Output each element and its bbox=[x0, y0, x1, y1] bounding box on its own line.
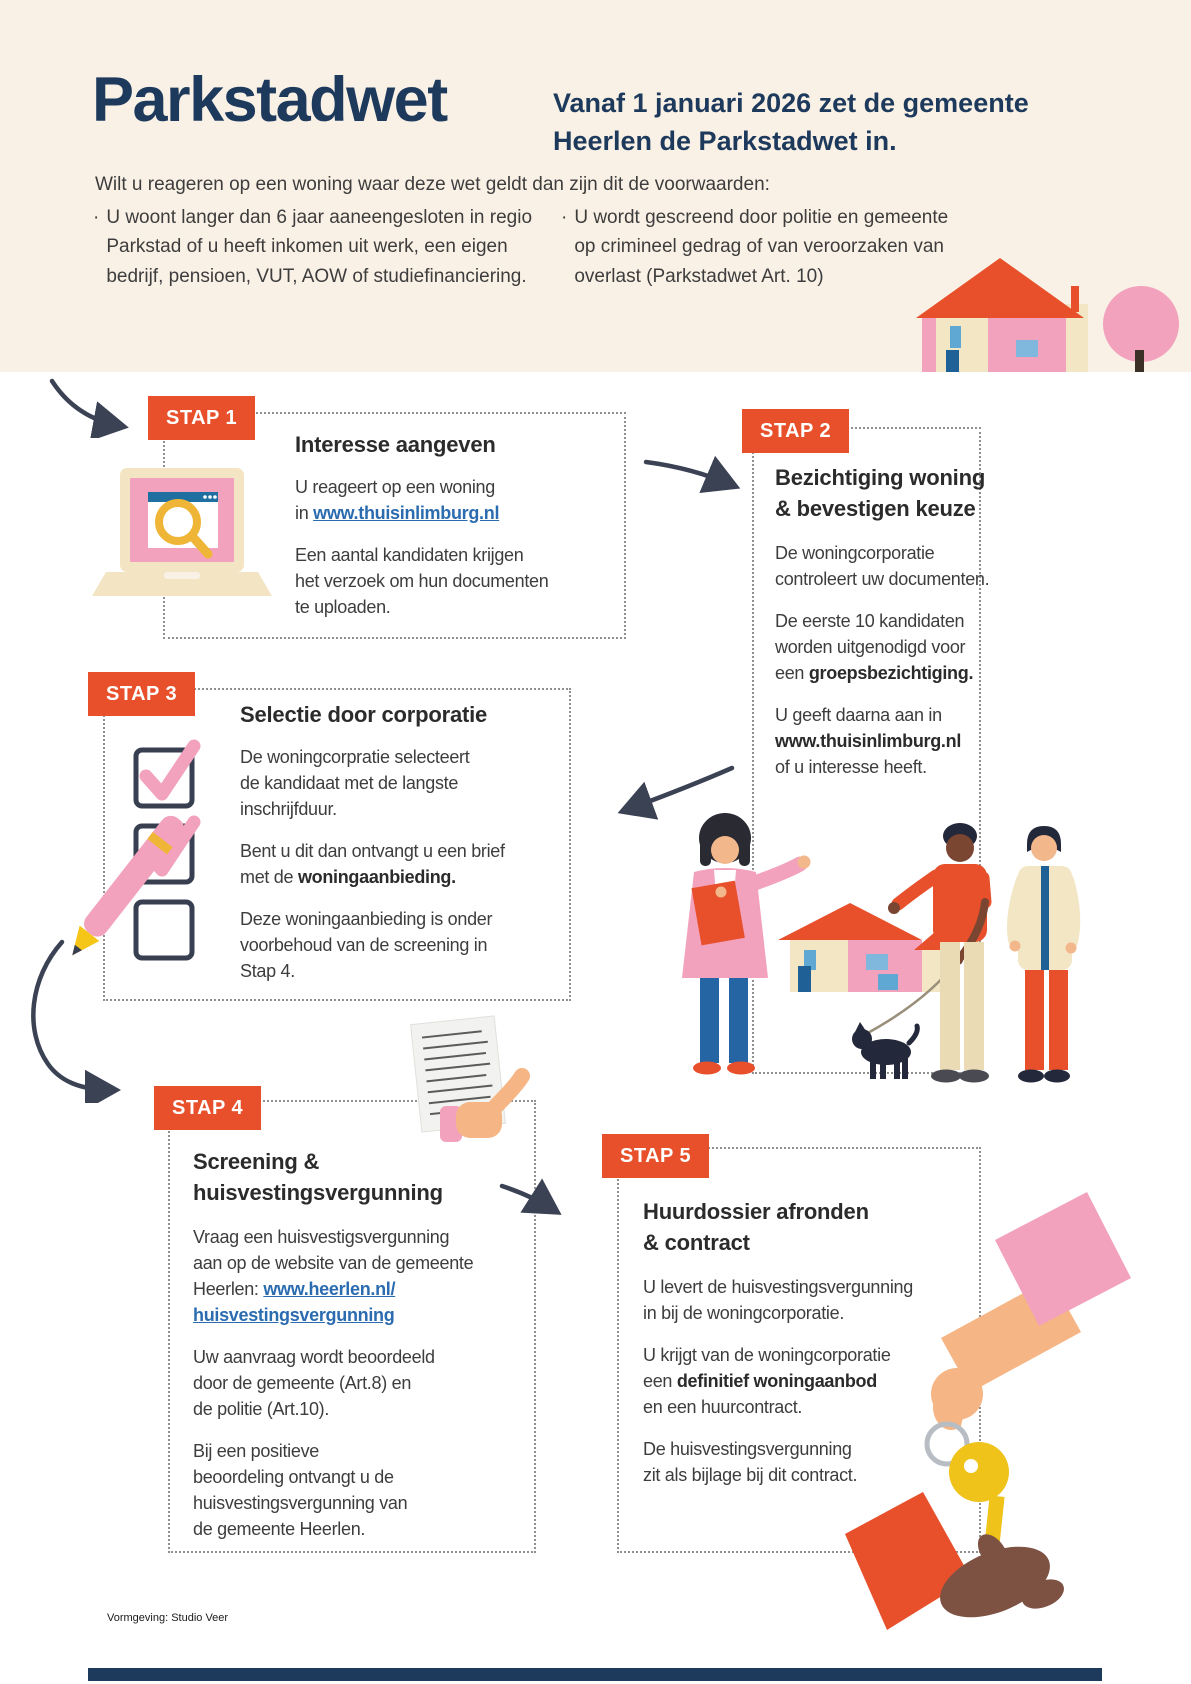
text-line: Stap 4. bbox=[240, 961, 295, 981]
step-5-badge: STAP 5 bbox=[602, 1134, 709, 1178]
text-line: Een aantal kandidaten krijgen bbox=[295, 545, 524, 565]
title-line: & bevestigen keuze bbox=[775, 496, 976, 521]
step-2-paragraph-2 bbox=[775, 608, 989, 686]
text-line: Vraag een huisvestigsvergunning bbox=[193, 1227, 450, 1247]
step-4-paragraph-1 bbox=[193, 1224, 473, 1328]
text-line: De eerste 10 kandidaten bbox=[775, 611, 965, 631]
text-segment: Heerlen: bbox=[193, 1279, 264, 1299]
subtitle-line-2: Heerlen de Parkstadwet in. bbox=[553, 126, 897, 157]
step-4-paragraph-2 bbox=[193, 1344, 473, 1422]
step-3-paragraph-3 bbox=[240, 906, 505, 984]
text-line: voorbehoud van de screening in bbox=[240, 935, 488, 955]
banner-house-icon bbox=[898, 252, 1191, 372]
heerlen-link-line-2[interactable]: huisvestingsvergunning bbox=[193, 1305, 395, 1325]
text-line: of u interesse heeft. bbox=[775, 757, 927, 777]
text-segment: een bbox=[775, 663, 809, 683]
text-line: aan op de website van de gemeente bbox=[193, 1253, 474, 1273]
text-line: huisvestingsvergunning van bbox=[193, 1493, 408, 1513]
text-line: Uw aanvraag wordt beoordeeld bbox=[193, 1347, 435, 1367]
arrow-step-1-to-2 bbox=[642, 452, 742, 497]
text-line: de gemeente Heerlen. bbox=[193, 1519, 366, 1539]
title-line: & contract bbox=[643, 1230, 750, 1255]
step-3-badge: STAP 3 bbox=[88, 672, 195, 716]
people-illustration bbox=[628, 800, 1090, 1095]
step-2-badge: STAP 2 bbox=[742, 409, 849, 453]
subtitle-line-1: Vanaf 1 januari 2026 zet de gemeente bbox=[553, 88, 1029, 118]
bottom-accent-bar bbox=[88, 1668, 1102, 1681]
text-line bbox=[775, 660, 989, 686]
text-line: de politie (Art.10). bbox=[193, 1399, 330, 1419]
text-line: in bij de woningcorporatie. bbox=[643, 1303, 845, 1323]
text-line: controleert uw documenten. bbox=[775, 569, 990, 589]
step-1-paragraph-1 bbox=[295, 474, 548, 526]
condition-item-1 bbox=[93, 203, 545, 291]
thuisinlimburg-bold-text: www.thuisinlimburg.nl bbox=[775, 731, 962, 751]
text-line: U reageert op een woning bbox=[295, 477, 495, 497]
arrow-step-4-to-5 bbox=[498, 1178, 564, 1222]
document-thumbs-up-icon bbox=[398, 1014, 538, 1156]
house-icon bbox=[778, 903, 956, 992]
text-line bbox=[295, 500, 548, 526]
step-1-content bbox=[295, 432, 548, 636]
text-line bbox=[193, 1302, 473, 1328]
text-line: U krijgt van de woningcorporatie bbox=[643, 1345, 891, 1365]
title-line: Huurdossier afronden bbox=[643, 1199, 869, 1224]
bold-text: woningaanbieding. bbox=[297, 867, 456, 887]
thuisinlimburg-link[interactable]: www.thuisinlimburg.nl bbox=[313, 503, 500, 523]
step-3-paragraph-1 bbox=[240, 744, 505, 822]
page-subtitle bbox=[553, 84, 1043, 161]
step-1-badge: STAP 1 bbox=[148, 396, 255, 440]
condition-text: U woont langer dan 6 jaar aaneengesloten in regio Parkstad of u heeft inkomen uit werk, een eigen bedrijf, pensioen, VUT, AOW of studiefinanciering. bbox=[106, 207, 533, 287]
title-line: Screening & bbox=[193, 1149, 320, 1174]
step-1-paragraph-2 bbox=[295, 542, 548, 620]
bullet-icon: · bbox=[93, 207, 100, 228]
man-cream-jacket bbox=[1010, 826, 1077, 1083]
title-line: huisvestingsvergunning bbox=[193, 1180, 443, 1205]
step-1-title: Interesse aangeven bbox=[295, 432, 496, 457]
step-2-content bbox=[775, 462, 989, 796]
text-line: U levert de huisvestingsvergunning bbox=[643, 1277, 913, 1297]
giving-hand bbox=[931, 1192, 1131, 1430]
footer-credit: Vormgeving: Studio Veer bbox=[107, 1612, 229, 1624]
text-line: U geeft daarna aan in bbox=[775, 705, 942, 725]
text-line: zit als bijlage bij dit contract. bbox=[643, 1465, 858, 1485]
title-line: Bezichtiging woning bbox=[775, 465, 986, 490]
bullet-icon: · bbox=[561, 207, 568, 228]
text-line: inschrijfduur. bbox=[240, 799, 337, 819]
step-3-content bbox=[240, 702, 505, 1000]
bold-text: definitief woningaanbod bbox=[676, 1371, 877, 1391]
text-line: worden uitgenodigd voor bbox=[775, 637, 966, 657]
text-line: beoordeling ontvangt u de bbox=[193, 1467, 394, 1487]
step-4-content bbox=[193, 1146, 473, 1558]
key-exchange-icon bbox=[845, 1182, 1191, 1642]
step-2-paragraph-1 bbox=[775, 540, 989, 592]
text-line: te uploaden. bbox=[295, 597, 391, 617]
text-line: De woningcorporatie bbox=[775, 543, 935, 563]
step-3-title: Selectie door corporatie bbox=[240, 702, 488, 727]
text-line: door de gemeente (Art.8) en bbox=[193, 1373, 412, 1393]
condition-text: U wordt gescreend door politie en gemeente op crimineel gedrag of van veroorzaken van overlast (Parkstadwet Art. 10) bbox=[574, 207, 949, 287]
text-line: het verzoek om hun documenten bbox=[295, 571, 549, 591]
step-4-paragraph-3 bbox=[193, 1438, 473, 1542]
arrow-to-step-1 bbox=[48, 376, 138, 438]
text-line: De woningcorpratie selecteert bbox=[240, 747, 470, 767]
step-2-paragraph-3 bbox=[775, 702, 989, 780]
text-line: Bent u dit dan ontvangt u een brief bbox=[240, 841, 505, 861]
page-title: Parkstadwet bbox=[92, 65, 447, 135]
text-line: Deze woningaanbieding is onder bbox=[240, 909, 493, 929]
text-line: De huisvestingsvergunning bbox=[643, 1439, 852, 1459]
bold-text: groepsbezichtiging. bbox=[808, 663, 974, 683]
text-line: de kandidaat met de langste bbox=[240, 773, 459, 793]
text-line bbox=[240, 864, 505, 890]
header-banner bbox=[0, 0, 1191, 372]
text-line bbox=[193, 1276, 473, 1302]
text-line: Bij een positieve bbox=[193, 1441, 319, 1461]
step-4-badge: STAP 4 bbox=[154, 1086, 261, 1130]
text-line: en een huurcontract. bbox=[643, 1397, 803, 1417]
intro-text: Wilt u reageren op een woning waar deze wet geldt dan zijn dit de voorwaarden: bbox=[95, 174, 770, 195]
text-segment: in bbox=[295, 503, 314, 523]
receiving-hand bbox=[845, 1492, 1068, 1632]
text-segment: met de bbox=[240, 867, 298, 887]
step-3-paragraph-2 bbox=[240, 838, 505, 890]
heerlen-link[interactable]: www.heerlen.nl/ bbox=[263, 1279, 396, 1299]
step-2-title bbox=[775, 462, 989, 524]
text-segment: een bbox=[643, 1371, 677, 1391]
laptop-search-icon bbox=[92, 466, 272, 604]
checklist-icon bbox=[58, 736, 208, 986]
